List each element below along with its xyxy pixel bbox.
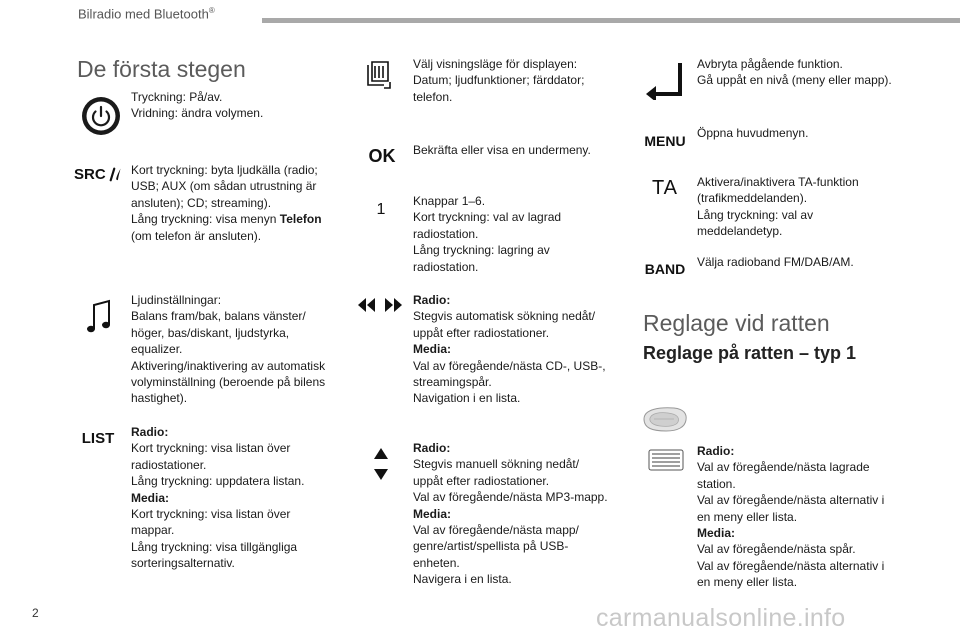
display-mode-description: Välj visningsläge för displayen: Datum; ljudfunktioner; färddator; telefon. — [413, 57, 585, 104]
ta-button-icon: TA — [651, 176, 679, 199]
band-description: Välja radioband FM/DAB/AM. — [697, 255, 854, 269]
menu-description: Öppna huvudmenyn. — [697, 126, 809, 140]
watermark: carmanualsonline.info — [596, 604, 846, 632]
display-mode-icon — [366, 60, 392, 92]
menu-button-icon: MENU — [644, 133, 686, 149]
power-description: Tryckning: På/av. Vridning: ändra volymen. — [131, 90, 264, 121]
list-button-icon: LIST — [81, 429, 115, 447]
music-note-icon — [86, 298, 112, 336]
list-description: Radio: Kort tryckning: visa listan över radiostationer. Lång tryckning: uppdatera listan. Media: Kort tryckning: visa listan över mappar. Lång tryckning: visa tillgängliga sorteringsalternativ. — [131, 425, 305, 571]
header-rule — [262, 18, 960, 23]
steering-wheel-control-icon — [640, 404, 690, 434]
wheel-description: Radio: Val av föregående/nästa lagrade station. Val av föregående/nästa alternativ i en meny eller lista. Media: Val av föregående/nästa spår. Val av föregående/nästa alternativ i en meny eller lista. — [697, 444, 885, 590]
up-down-description: Radio: Stegvis manuell sökning nedåt/ uppåt efter radiostationer. Val av föregående/nästa MP3-mapp. Media: Val av föregående/nästa mapp/ genre/artist/spellista på USB- enheten. Navigera i en lista. — [413, 441, 608, 587]
back-arrow-icon — [644, 60, 686, 100]
section-title-steering-controls: Reglage vid ratten — [643, 310, 830, 336]
running-header: Bilradio med Bluetooth® — [78, 6, 215, 22]
section-title-first-steps: De första stegen — [77, 56, 246, 82]
ta-description: Aktivera/inaktivera TA-funktion (trafikmeddelanden). Lång tryckning: val av meddelandetyp. — [697, 175, 859, 239]
src-description: Kort tryckning: byta ljudkälla (radio; USB; AUX (om sådan utrustning är ansluten); CD; streaming). Lång tryckning: visa menyn Telefon (om telefon är ansluten). — [131, 163, 322, 243]
up-down-arrows-icon — [372, 446, 390, 482]
page-number: 2 — [32, 606, 39, 620]
band-button-icon: BAND — [644, 261, 686, 277]
sound-settings-description: Ljudinställningar: Balans fram/bak, balans vänster/ höger, bas/diskant, ljudstyrka, equalizer. Aktivering/inaktivering av automatisk volyminställning (beroende på bilens hastighet). — [131, 293, 326, 406]
seek-description: Radio: Stegvis automatisk sökning nedåt/ uppåt efter radiostationer. Media: Val av föregående/nästa CD-, USB-, streamingspår. Navigation i en lista. — [413, 293, 606, 406]
power-knob-icon — [80, 95, 122, 137]
seek-left-right-icon — [356, 297, 404, 313]
subsection-title-type-1: Reglage på ratten – typ 1 — [643, 343, 857, 363]
preset-button-one-icon: 1 — [376, 201, 386, 218]
src-phone-button-icon: SRC — [74, 163, 122, 185]
preset-buttons-description: Knappar 1–6. Kort tryckning: val av lagrad radiostation. Lång tryckning: lagring av radiostation. — [413, 194, 562, 274]
scroll-wheel-icon — [648, 449, 684, 471]
ok-description: Bekräfta eller visa en undermeny. — [413, 143, 591, 157]
back-description: Avbryta pågående funktion. Gå uppåt en nivå (meny eller mapp). — [697, 57, 892, 88]
ok-button-icon: OK — [368, 145, 396, 166]
